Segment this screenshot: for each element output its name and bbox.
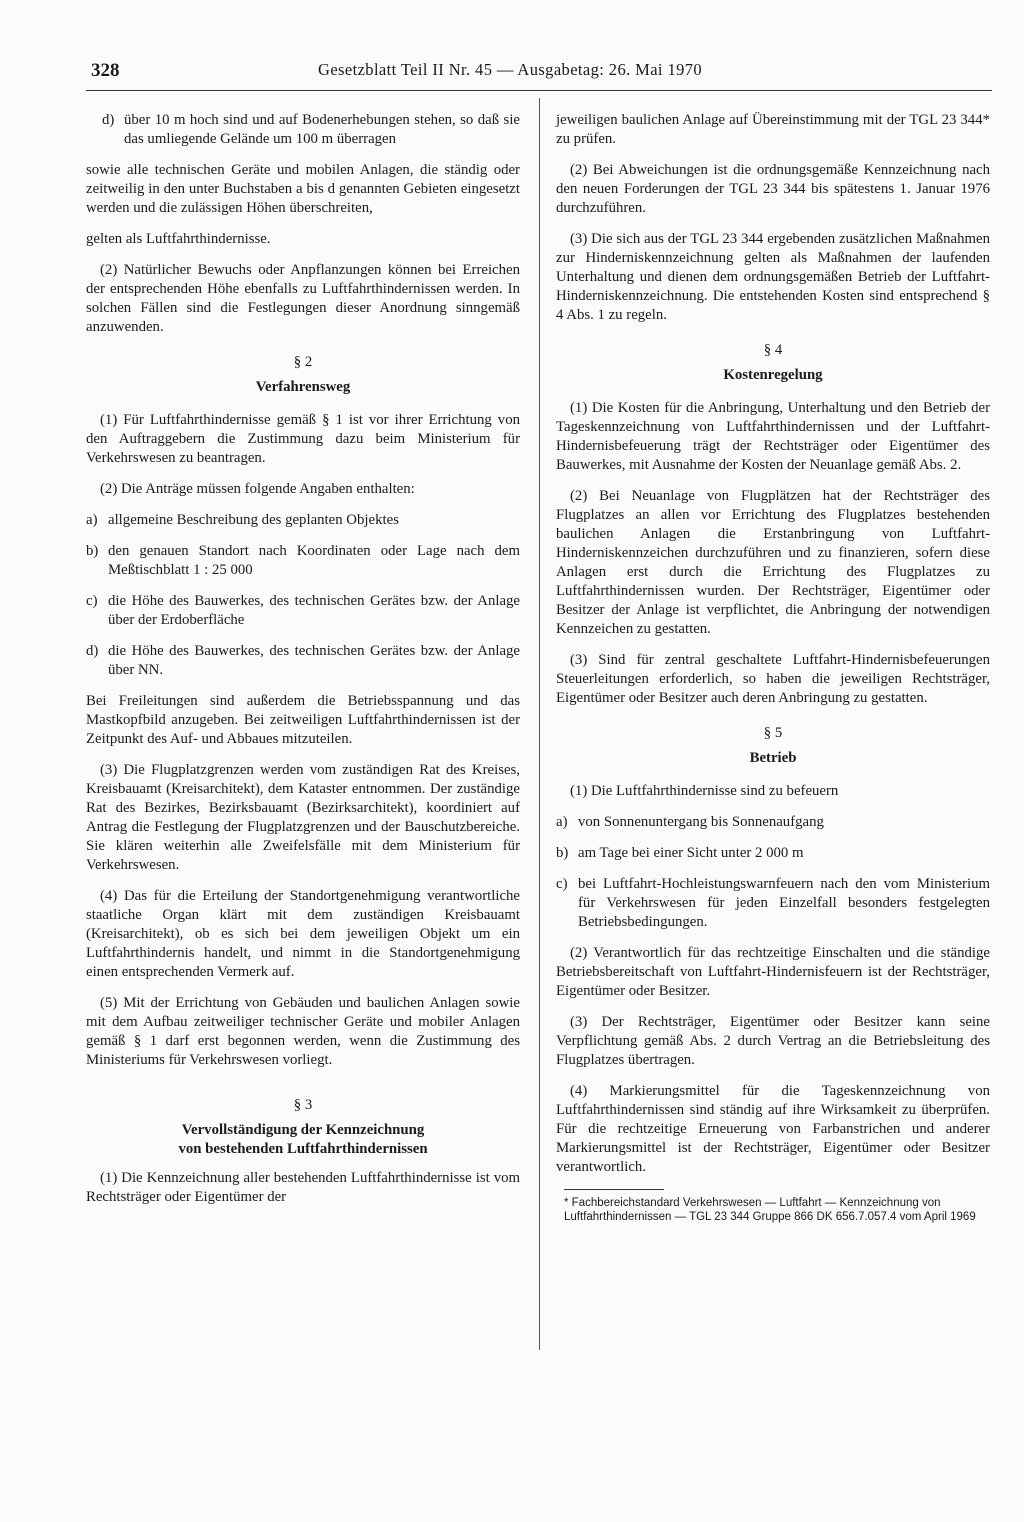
item-text: die Höhe des Bauwerkes, des technischen Gerätes bzw. der Anlage über NN.	[108, 643, 520, 678]
paragraph: (2) Verantwortlich für das rechtzeitige Einschalten und die ständige Betriebsbereitschaft von Luftfahrt-Hindernisfeuern ist der Rechtsträger, Eigentümer oder Besitzer.	[556, 945, 990, 999]
section-number: § 5	[763, 725, 783, 741]
left-column	[86, 111, 520, 1219]
paragraph: (1) Die Kosten für die Anbringung, Unterhaltung und den Betrieb der Tageskennzeichnung von Luftfahrthindernissen und der Luftfahrt-Hindernisbefeuerung trägt der Rechtsträger oder Eigentümer des Bauwerkes, mit Ausnahme der Kosten der Neuanlage gemäß Abs. 2.	[556, 400, 990, 473]
paragraph: (1) Für Luftfahrthindernisse gemäß § 1 ist vor ihrer Errichtung von den Auftraggebern die Zustimmung dazu beim Ministerium für Verkehrswesen zu beantragen.	[86, 412, 520, 466]
item-text: von Sonnenuntergang bis Sonnenaufgang	[578, 814, 824, 830]
section-title: Verfahrensweg	[255, 379, 351, 395]
paragraph: (2) Natürlicher Bewuchs oder Anpflanzungen können bei Erreichen der entsprechenden Höhe ebenfalls zu Luftfahrthindernissen werden. In solchen Fällen sind die Festlegungen dieser Anordnung sinngemäß anzuwenden.	[86, 262, 520, 335]
list-item	[556, 813, 990, 832]
list-item	[102, 111, 520, 149]
paragraph: gelten als Luftfahrthindernisse.	[86, 231, 271, 247]
item-label: b)	[556, 845, 569, 861]
item-text: bei Luftfahrt-Hochleistungswarnfeuern nach den vom Ministerium für Verkehrswesen für jeden Einzelfall besonders festgelegten Betriebsbedingungen.	[578, 876, 990, 930]
column-divider	[539, 98, 540, 1350]
list-item	[86, 642, 520, 680]
item-label: c)	[556, 876, 568, 892]
paragraph: sowie alle technischen Geräte und mobilen Anlagen, die ständig oder zeitweilig in den unter Buchstaben a bis d genannten Gebieten eingesetzt werden und die zulässigen Höhen überschreiten,	[86, 162, 520, 216]
item-label: a)	[86, 512, 98, 528]
item-text: die Höhe des Bauwerkes, des technischen Gerätes bzw. der Anlage über der Erdoberfläche	[108, 593, 520, 628]
footnote-rule	[564, 1189, 664, 1190]
list-item	[86, 511, 520, 530]
paragraph: (1) Die Luftfahrthindernisse sind zu befeuern	[570, 783, 839, 799]
paragraph: (3) Die Flugplatzgrenzen werden vom zuständigen Rat des Kreises, Kreisbauamt (Kreisarchitekt), dem Kataster entnommen. Der zuständige Rat des Bezirkes, Bezirksbauamt (Bezirksarchitekt), koordiniert auf Antrag die Festlegung der Flugplatzgrenzen und der Bauschutzbereiche. Sie klären weiterhin alle Zweifelsfälle mit dem Ministerium für Verkehrswesen.	[86, 762, 520, 873]
list-item	[556, 844, 990, 863]
paragraph: (2) Die Anträge müssen folgende Angaben enthalten:	[100, 481, 415, 497]
paragraph: (3) Die sich aus der TGL 23 344 ergebenden zusätzlichen Maßnahmen zur Hinderniskennzeichnung gelten als Maßnahmen der laufenden Unterhaltung und dienen dem ordnungsgemäßen Betrieb der Luftfahrt-Hinderniskennzeichnung. Die entstehenden Kosten sind entsprechend § 4 Abs. 1 zu regeln.	[556, 231, 990, 323]
running-head: Gesetzblatt Teil II Nr. 45 — Ausgabetag: 26. Mai 1970	[318, 60, 703, 79]
section-number: § 4	[763, 342, 783, 358]
item-text: am Tage bei einer Sicht unter 2 000 m	[578, 845, 804, 861]
paragraph: jeweiligen baulichen Anlage auf Übereinstimmung mit der TGL 23 344* zu prüfen.	[556, 112, 990, 147]
paragraph: (3) Sind für zentral geschaltete Luftfahrt-Hindernisbefeuerungen Steuerleitungen erforderlich, so haben die jeweiligen Rechtsträger, Eigentümer oder Besitzer auch deren Anbringung zu gestatten.	[556, 652, 990, 706]
list-item	[86, 592, 520, 630]
paragraph: (2) Bei Abweichungen ist die ordnungsgemäße Kennzeichnung nach den neuen Forderungen der TGL 23 344 bis spätestens 1. Januar 1976 durchzuführen.	[556, 162, 990, 216]
right-column	[556, 111, 990, 1224]
item-label: d)	[102, 112, 115, 128]
item-label: b)	[86, 543, 99, 559]
section-title: Kostenregelung	[723, 367, 823, 383]
footnote: * Fachbereichstandard Verkehrswesen — Luftfahrt — Kennzeichnung von Luftfahrthindernissen — TGL 23 344 Gruppe 866 DK 656.7.057.4 vom April 1969	[564, 1197, 976, 1223]
paragraph: (4) Markierungsmittel für die Tageskennzeichnung von Luftfahrthindernissen sind ständig auf ihre Wirksamkeit zu überprüfen. Für die rechtzeitige Erneuerung von Farbanstrichen und anderer Markierungsmittel ist der Rechtsträger, Eigentümer oder Besitzer verantwortlich.	[556, 1083, 990, 1175]
item-label: c)	[86, 593, 98, 609]
list-item	[86, 542, 520, 580]
paragraph: (3) Der Rechtsträger, Eigentümer oder Besitzer kann seine Verpflichtung gemäß Abs. 2 durch Vertrag an die Betriebsleitung des Flugplatzes übertragen.	[556, 1014, 990, 1068]
item-text: allgemeine Beschreibung des geplanten Objektes	[108, 512, 399, 528]
item-label: d)	[86, 643, 99, 659]
section-title-line: Vervollständigung der Kennzeichnung	[181, 1122, 425, 1138]
paragraph: (5) Mit der Errichtung von Gebäuden und baulichen Anlagen sowie mit dem Aufbau zeitweiliger technischer Geräte und mobiler Anlagen gemäß § 1 darf erst begonnen werden, wenn die Zustimmung des Ministeriums für Verkehrswesen vorliegt.	[86, 995, 520, 1068]
item-text: über 10 m hoch sind und auf Bodenerhebungen stehen, so daß sie das umliegende Gelände um 100 m überragen	[124, 112, 520, 147]
paragraph: (4) Das für die Erteilung der Standortgenehmigung verantwortliche staatliche Organ klärt mit dem zuständigen Kreisbauamt (Kreisarchitekt), ob es sich bei dem jeweiligen Objekt um ein Luftfahrthindernis handelt, und nimmt in die Standortgenehmigung einen entsprechenden Vermerk auf.	[86, 888, 520, 980]
paragraph: (1) Die Kennzeichnung aller bestehenden Luftfahrthindernisse ist vom Rechtsträger oder Eigentümer der	[86, 1170, 520, 1205]
section-title-line: von bestehenden Luftfahrthindernissen	[178, 1141, 428, 1157]
item-label: a)	[556, 814, 568, 830]
item-text: den genauen Standort nach Koordinaten oder Lage nach dem Meßtischblatt 1 : 25 000	[108, 543, 520, 578]
section-number: § 2	[293, 354, 313, 370]
header-rule	[86, 90, 992, 91]
section-number: § 3	[293, 1097, 313, 1113]
list-item	[556, 875, 990, 932]
paragraph: Bei Freileitungen sind außerdem die Betriebsspannung und das Mastkopfbild anzugeben. Bei zeitweiligen Luftfahrthindernissen ist der Zeitpunkt des Auf- und Abbaues mitzuteilen.	[86, 693, 520, 747]
page-number: 328	[91, 60, 120, 81]
paragraph: (2) Bei Neuanlage von Flugplätzen hat der Rechtsträger des Flugplatzes an allen vor Errichtung des Flugplatzes bestehenden baulichen Anlagen die Erstanbringung von Luftfahrt-Hinderniskennzeichen durchzuführen und zu finanzieren, sofern diese Anlagen erst durch die Errichtung des Flugplatzes zu Luftfahrthindernissen wurden. Der Rechtsträger, Eigentümer oder Besitzer der Anlage ist verpflichtet, die Anbringung der notwendigen Kennzeichen zu gestatten.	[556, 488, 990, 637]
section-title	[86, 1121, 520, 1159]
section-title: Betrieb	[749, 750, 797, 766]
